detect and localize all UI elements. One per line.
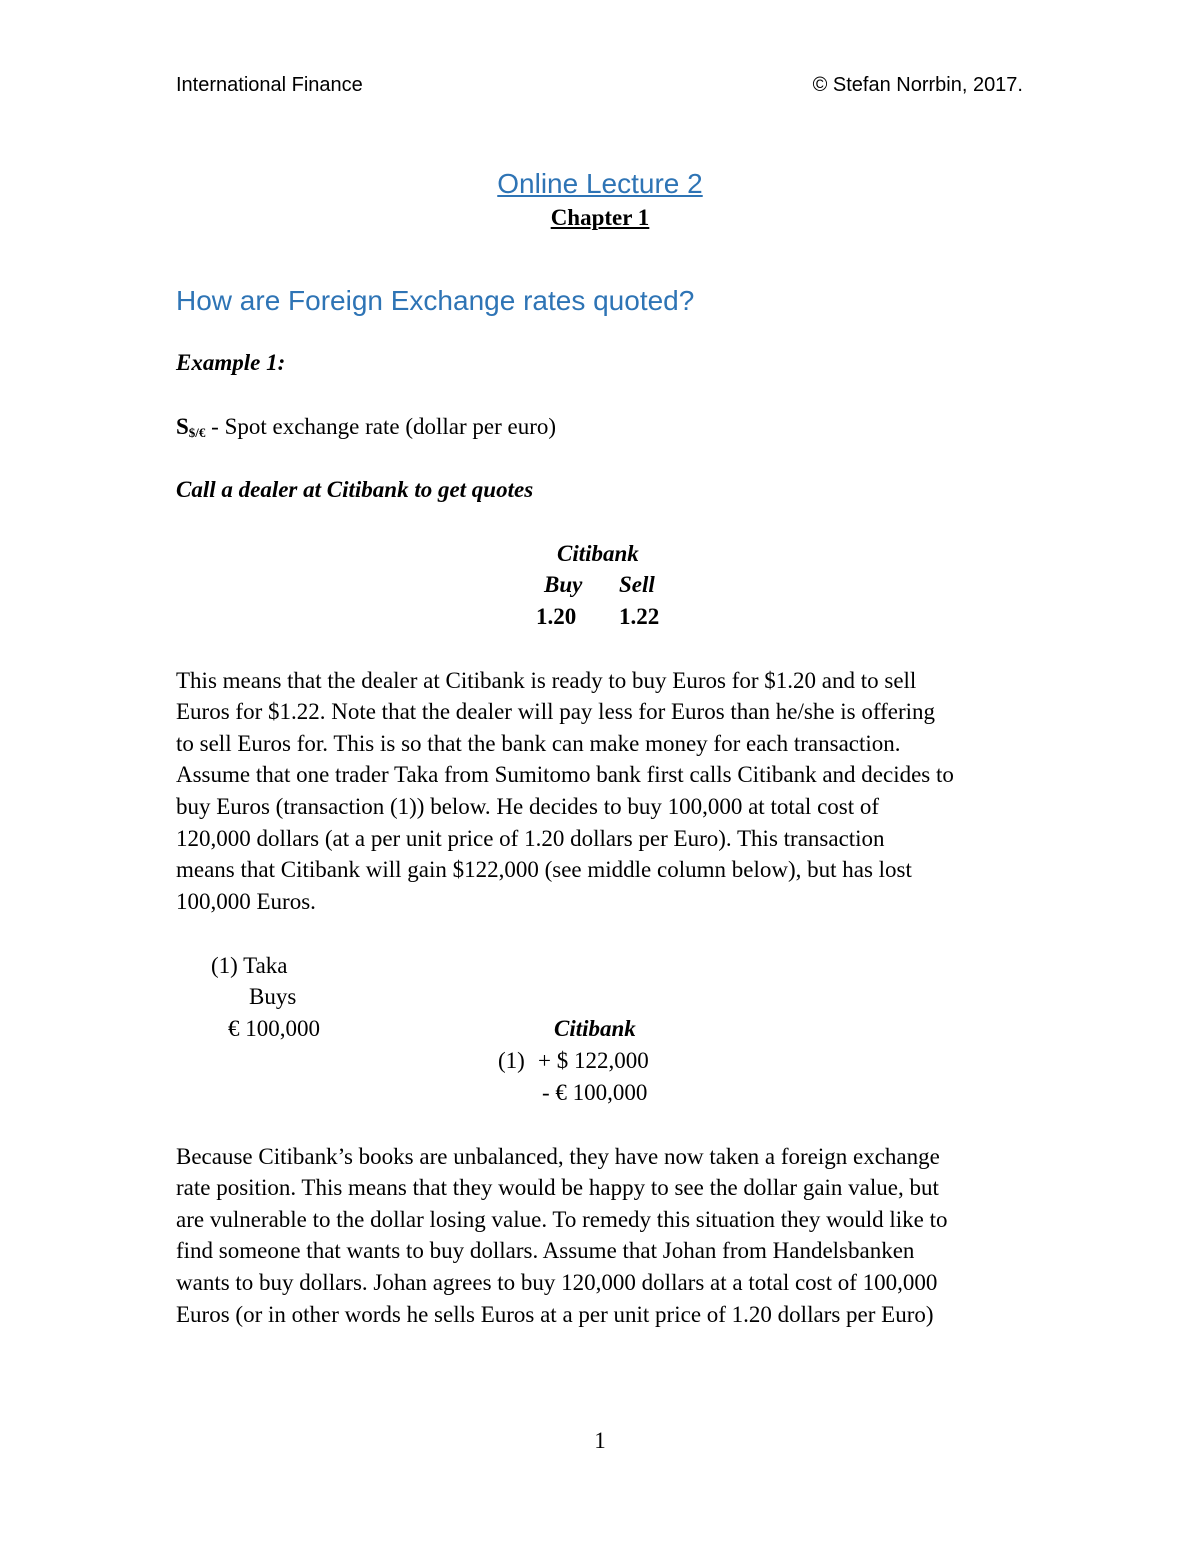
text-line: Assume that one trader Taka from Sumitomo bank first calls Citibank and decides to — [176, 762, 954, 787]
text-line: buy Euros (transaction (1)) below. He decides to buy 100,000 at total cost of — [176, 794, 880, 819]
spot-rate-definition — [176, 415, 556, 439]
document-title[interactable]: Online Lecture 2 — [497, 168, 703, 199]
text-line: are vulnerable to the dollar losing value. To remedy this situation they would like to — [176, 1207, 948, 1232]
text-line: to sell Euros for. This is so that the bank can make money for each transaction. — [176, 731, 901, 756]
quote-buy-label: Buy — [544, 572, 583, 597]
quote-bank: Citibank — [557, 541, 639, 566]
text-line: 120,000 dollars (at a per unit price of 1.20 dollars per Euro). This transaction — [176, 826, 885, 851]
text-line: Because Citibank’s books are unbalanced, they have now taken a foreign exchange — [176, 1144, 940, 1169]
transaction-number: (1) — [498, 1048, 525, 1073]
transaction-buys: Buys — [249, 984, 297, 1009]
transaction-taka: (1) Taka — [211, 953, 288, 978]
page-number: 1 — [594, 1428, 606, 1453]
quote-buy-value: 1.20 — [536, 604, 577, 629]
quote-sell-label: Sell — [619, 572, 655, 597]
header-right: © Stefan Norrbin, 2017. — [812, 74, 1023, 96]
transaction-bank: Citibank — [554, 1016, 636, 1041]
text-line: This means that the dealer at Citibank is ready to buy Euros for $1.20 and to sell — [176, 668, 917, 693]
chapter-label: Chapter 1 — [550, 205, 650, 230]
header-left: International Finance — [176, 74, 363, 96]
spot-text: - Spot exchange rate (dollar per euro) — [205, 414, 557, 439]
quote-sell-value: 1.22 — [619, 604, 660, 629]
transaction-dollar-gain: + $ 122,000 — [538, 1048, 649, 1073]
text-line: find someone that wants to buy dollars. Assume that Johan from Handelsbanken — [176, 1238, 915, 1263]
text-line: Euros (or in other words he sells Euros at a per unit price of 1.20 dollars per Euro) — [176, 1302, 934, 1327]
text-line: rate position. This means that they would be happy to see the dollar gain value, but — [176, 1175, 939, 1200]
text-line: 100,000 Euros. — [176, 889, 316, 914]
transaction-amount: € 100,000 — [228, 1016, 320, 1041]
call-instruction: Call a dealer at Citibank to get quotes — [176, 477, 534, 502]
section-heading: How are Foreign Exchange rates quoted? — [176, 285, 695, 316]
text-line: wants to buy dollars. Johan agrees to buy 120,000 dollars at a total cost of 100,000 — [176, 1270, 938, 1295]
spot-symbol: S — [176, 414, 189, 439]
text-line: means that Citibank will gain $122,000 (see middle column below), but has lost — [176, 857, 912, 882]
transaction-euro-loss: - € 100,000 — [542, 1080, 648, 1105]
example-label: Example 1: — [176, 350, 286, 375]
text-line: Euros for $1.22. Note that the dealer will pay less for Euros than he/she is offering — [176, 699, 936, 724]
spot-subscript: $/€ — [188, 425, 206, 440]
